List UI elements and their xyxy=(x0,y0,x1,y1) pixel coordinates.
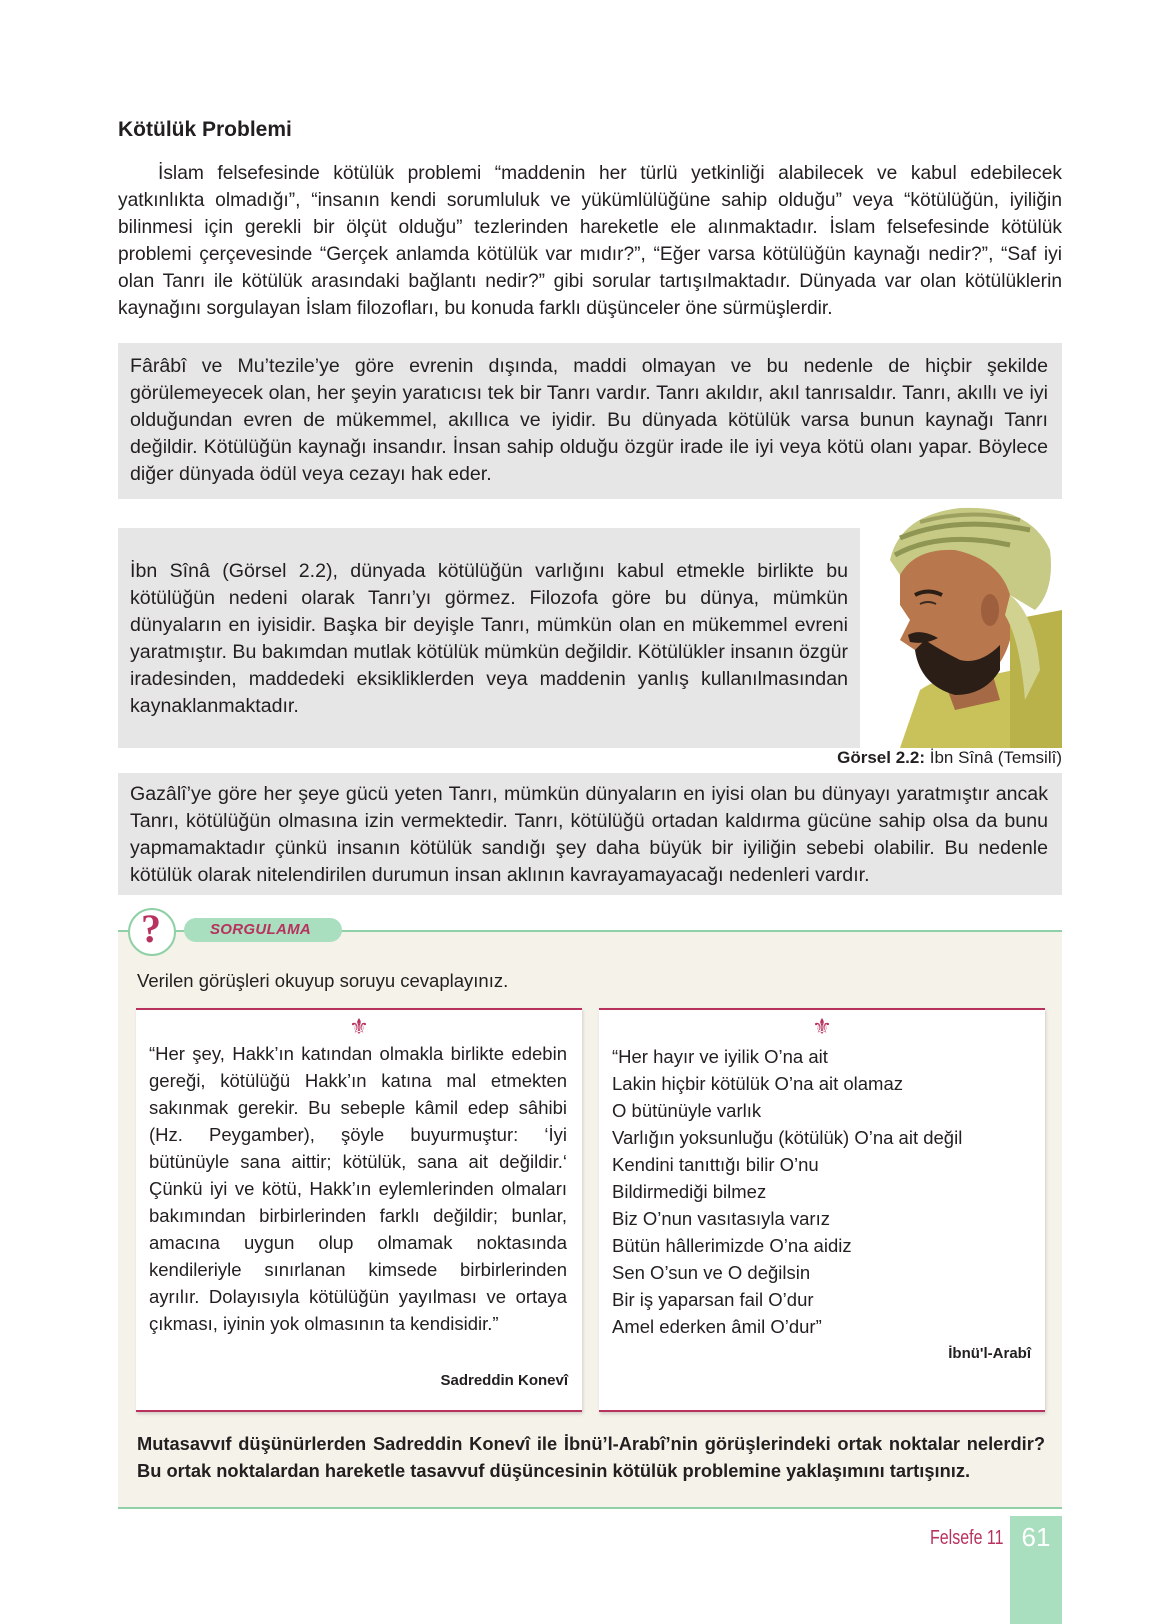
arabi-poem xyxy=(612,1043,1032,1340)
intro-paragraph: İslam felsefesinde kötülük problemi “maddenin her türlü yetkinliği alabilecek ve kabul edebilecek yatkınlıkta olmadığı”, “insanın kendi sorumluluk ve yükümlülüğüne sahip olduğu” veya “kötülüğün, iyiliğin bilinmesi için gerekli bir ölçüt olduğu” tezlerinden hareketle ele alınmaktadır. İslam felsefesinde kötülük problemi çerçevesinde “Gerçek anlamda kötülük var mıdır?”, “Eğer varsa kötülüğün kaynağı nedir?”, “Saf iyi olan Tanrı ile kötülük arasındaki bağlantı nedir?” gibi sorular tartışılmaktadır. Dünyada var olan kötülüklerin kaynağını sorgulayan İslam filozofları, bu konuda farklı düşünceler öne sürmüşlerdir. xyxy=(118,163,1062,319)
fleur-ornament-icon: ⚜ xyxy=(812,1014,832,1039)
farabi-text: Fârâbî ve Mu’tezile’ye göre evrenin dışında, maddi olmayan ve bu nedenle de hiçbir şekilde görülemeyecek olan, her şeyin yaratıcısı tek bir Tanrı vardır. Tanrı akıldır, akıl tanrısaldır. Tanrı, akıllı ve iyi olduğundan evren de mükemmel, akıllıca ve iyidir. Bu dünyada kötülük varsa bunun kaynağı Tanrı değildir. Kötülüğün kaynağı insandır. İnsan sahip olduğu özgür irade ile iyi veya kötü olanı yapar. Böylece diğer dünyada ödül veya cezayı hak eder. xyxy=(130,355,1048,485)
arabi-quote-card xyxy=(599,1008,1045,1412)
figure-caption-label: Görsel 2.2: xyxy=(837,748,925,767)
poem-line: O bütünüyle varlık xyxy=(612,1100,762,1121)
ibn-sina-portrait xyxy=(860,500,1062,748)
discussion-question: Mutasavvıf düşünürlerden Sadreddin Konevî ile İbnü’l-Arabî’nin görüşlerindeki ortak noktalar nelerdir? Bu ortak noktalardan hareketle tasavvuf düşüncesinin kötülük problemine yaklaşımını tartışınız. xyxy=(137,1433,1045,1481)
poem-line: Amel ederken âmil O’dur” xyxy=(612,1316,822,1337)
fleur-ornament-icon: ⚜ xyxy=(349,1014,369,1039)
section-title: Kötülük Problemi xyxy=(118,118,292,141)
poem-line: Bir iş yaparsan fail O’dur xyxy=(612,1289,814,1310)
konevi-quote-card xyxy=(136,1008,582,1412)
footer-subject: Felsefe 11 xyxy=(930,1527,1004,1549)
sorgulama-instruction: Verilen görüşleri okuyup soruyu cevaplayınız. xyxy=(137,970,509,991)
poem-line: “Her hayır ve iyilik O’na ait xyxy=(612,1046,828,1067)
poem-line: Bütün hâllerimizde O’na aidiz xyxy=(612,1235,852,1256)
page-number: 61 xyxy=(1021,1522,1051,1552)
poem-line: Bildirmediği bilmez xyxy=(612,1181,767,1202)
poem-line: Biz O’nun vasıtasıyla varız xyxy=(612,1208,830,1229)
gazali-text: Gazâlî’ye göre her şeye gücü yeten Tanrı, mümkün dünyaların en iyisi olan bu dünyayı yaratmıştır ancak Tanrı, kötülüğün olmasına izin vermektedir. Tanrı, kötülüğü ortadan kaldırma gücüne sahip olsa da bunu yapmamaktadır çünkü insanın kötülük sandığı şey daha büyük bir iyiliğin sebebi olabilir. Bu nedenle kötülük olarak nitelendirilen durumun insan aklının kavrayamayacağı nedenleri vardır. xyxy=(130,783,1048,886)
poem-line: Kendini tanıttığı bilir O’nu xyxy=(612,1154,819,1175)
konevi-quote: “Her şey, Hakk’ın katından olmakla birlikte edebin gereği, kötülüğü Hakk’ın katına mal etmekten sakınmak gerekir. Bu sebeple kâmil edep sâhibi (Hz. Peygamber), şöyle buyurmuştur: ‘İyi bütünüyle sana aittir; kötülük, sana ait değildir.‘ Çünkü iyi ve kötü, Hakk’ın eylemlerinden olmaları bakımından birbirlerinden farklı değildir; bunlar, amacına uygun olup olmamak noktasında kendileriyle sınırlanan kimsede birbirlerinden ayrılır. Dolayısıyla kötülüğün yayılması ve ortaya çıkması, iyinin yok olmasının ta kendisidir.” xyxy=(149,1043,567,1334)
ibnsina-text: İbn Sînâ (Görsel 2.2), dünyada kötülüğün varlığını kabul etmekle birlikte bu kötülüğün nedeni olarak Tanrı’yı görmez. Filozofa göre bu dünya, mümkün dünyaların en iyisidir. Başka bir deyişle Tanrı, mümkün olan en mükemmel evreni yaratmıştır. Bu bakımdan mutlak kötülük mümkün değildir. Kötülükler insanın özgür iradesinden, maddedeki eksikliklerden veya maddenin yanlış kullanılmasından kaynaklanmaktadır. xyxy=(130,560,848,717)
figure-caption xyxy=(837,748,1062,768)
poem-line: Lakin hiçbir kötülük O’na ait olamaz xyxy=(612,1073,904,1094)
sorgulama-label: SORGULAMA xyxy=(210,921,312,938)
question-mark-icon: ? xyxy=(141,906,161,951)
poem-line: Sen O’sun ve O değilsin xyxy=(612,1262,811,1283)
konevi-author: Sadreddin Konevî xyxy=(440,1372,568,1389)
farabi-box xyxy=(118,343,1062,499)
figure-caption-text: İbn Sînâ (Temsilî) xyxy=(925,748,1062,767)
gazali-box xyxy=(118,773,1062,895)
poem-line: Varlığın yoksunluğu (kötülük) O’na ait değil xyxy=(612,1127,963,1148)
arabi-author: İbnü'l-Arabî xyxy=(948,1345,1031,1362)
